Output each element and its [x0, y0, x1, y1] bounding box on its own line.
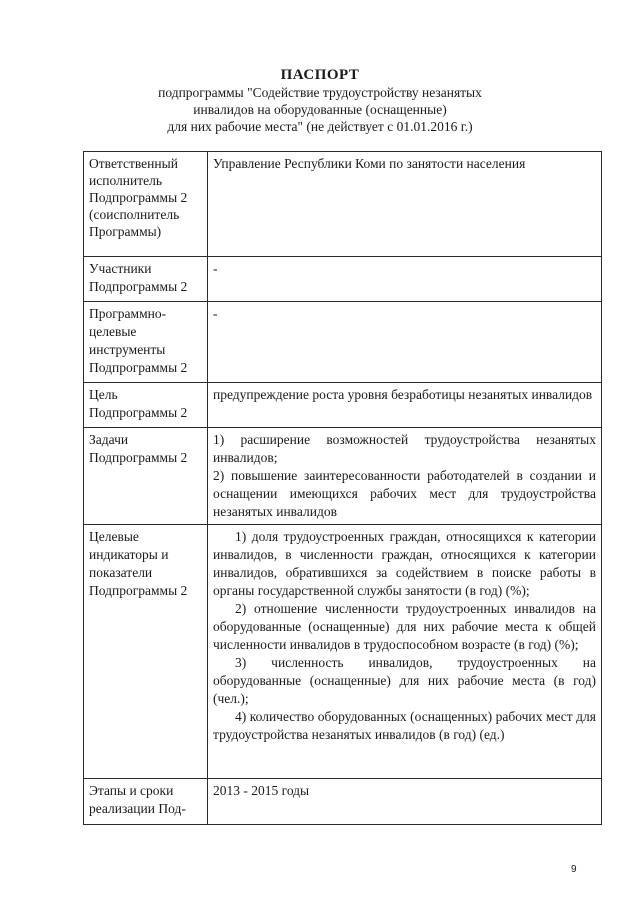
row-label: Задачи Подпрограммы 2: [84, 428, 208, 525]
row-label: Целевые индикаторы и показатели Подпрограммы 2: [84, 525, 208, 779]
row-label: Ответственный исполнитель Подпрограммы 2 (соисполнитель Программы): [84, 152, 208, 257]
row-value: [208, 302, 602, 383]
row-value: [208, 428, 602, 525]
row-target-indicators: [84, 525, 602, 779]
value-paragraph: Управление Республики Коми по занятости населения: [213, 156, 526, 171]
row-label: Программно-целевые инструменты Подпрограммы 2: [84, 302, 208, 383]
value-paragraph: 1) доля трудоустроенных граждан, относящихся к категории инвалидов, в численности граждан, относящихся к категории инвалидов, обратившихся за содействием в поиске работы в органы государственной службы занятости (в год) (%);: [213, 529, 596, 598]
value-paragraph: -: [213, 306, 218, 321]
row-label: Этапы и сроки реализации Под-: [84, 779, 208, 825]
subtitle-line-2: инвалидов на оборудованные (оснащенные): [193, 102, 447, 117]
row-label: Цель Подпрограммы 2: [84, 383, 208, 428]
value-paragraph: 3) численность инвалидов, трудоустроенных на оборудованные (оснащенные) для них рабочие места (в год) (чел.);: [213, 655, 596, 706]
subtitle-line-1: подпрограммы "Содействие трудоустройству незанятых: [158, 85, 482, 100]
row-stages-and-terms: [84, 779, 602, 825]
value-paragraph: предупреждение роста уровня безработицы незанятых инвалидов: [213, 387, 593, 402]
row-value: [208, 257, 602, 302]
value-paragraph: 4) количество оборудованных (оснащенных) рабочих мест для трудоустройства незанятых инвалидов (в год) (ед.): [213, 709, 596, 742]
document-heading: [0, 66, 640, 135]
row-goal: [84, 383, 602, 428]
page-number: 9: [571, 864, 577, 875]
row-label: Участники Подпрограммы 2: [84, 257, 208, 302]
value-paragraph: 1) расширение возможностей трудоустройства незанятых инвалидов;: [213, 432, 596, 465]
passport-table: [83, 151, 602, 825]
value-paragraph: 2) отношение численности трудоустроенных инвалидов на оборудованные (оснащенные) для них рабочие места к общей численности инвалидов в трудоспособном возрасте (в год) (%);: [213, 601, 596, 652]
row-value: [208, 779, 602, 825]
row-value: [208, 152, 602, 257]
subtitle-line-3: для них рабочие места" (не действует с 01.01.2016 г.): [167, 119, 473, 134]
row-value: [208, 383, 602, 428]
row-responsible-executor: [84, 152, 602, 257]
row-tasks: [84, 428, 602, 525]
value-paragraph: 2013 - 2015 годы: [213, 783, 310, 798]
value-paragraph: -: [213, 261, 218, 276]
value-paragraph: 2) повышение заинтересованности работодателей в создании и оснащении имеющихся рабочих мест для трудоустройства незанятых инвалидов: [213, 468, 596, 519]
row-instruments: [84, 302, 602, 383]
row-participants: [84, 257, 602, 302]
row-value: [208, 525, 602, 779]
document-title: ПАСПОРТ: [280, 67, 360, 83]
